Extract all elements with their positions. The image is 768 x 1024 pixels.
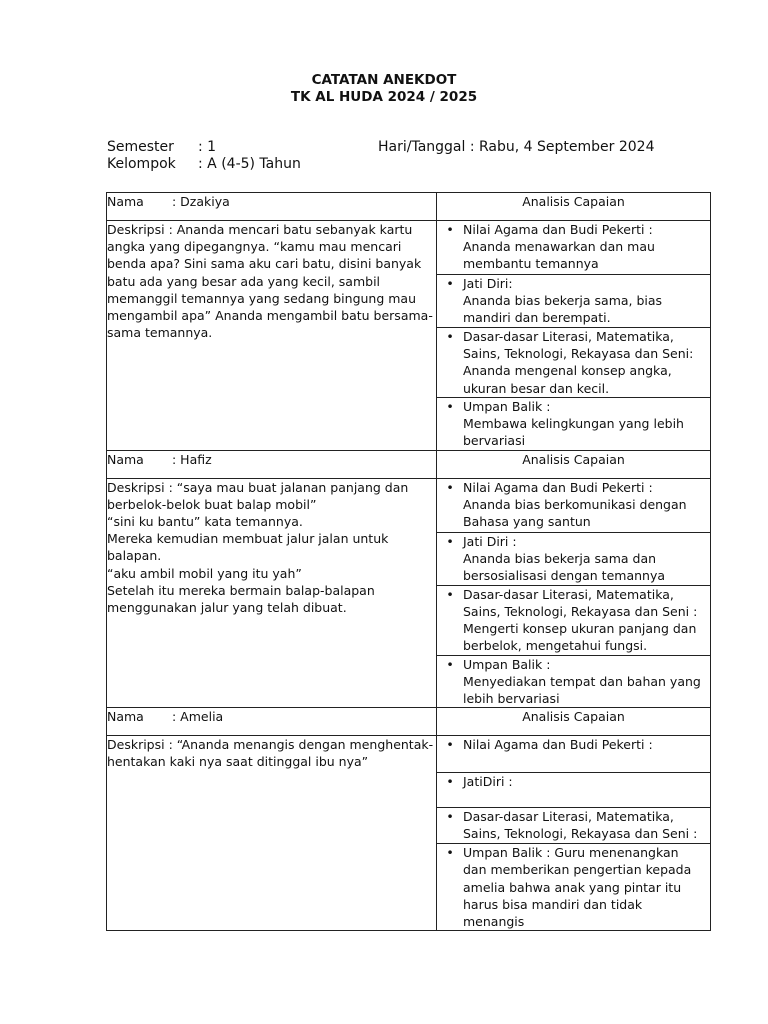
bullet-icon: • [446, 399, 454, 414]
item-label: Nilai Agama dan Budi Pekerti : [463, 479, 653, 495]
record-1-item-2 [437, 274, 710, 327]
record-1-item-4 [437, 397, 710, 450]
record-2-name-cell [107, 450, 437, 478]
record-3-name-cell [107, 708, 437, 736]
item-text: Mengerti konsep ukuran panjang dan berbelok, mengetahui fungsi. [463, 621, 697, 654]
record-3-analisis-header: Analisis Capaian [437, 708, 711, 736]
bullet-icon: • [446, 222, 454, 237]
title-line-1: CATATAN ANEKDOT [311, 72, 457, 88]
record-2-item-2 [437, 532, 710, 585]
item-label: Umpan Balik : [463, 656, 551, 672]
record-3-item-1 [437, 736, 710, 772]
kelompok-row [107, 156, 301, 173]
bullet-icon: • [446, 479, 454, 495]
deskripsi-line: “sini ku bantu” kata temannya. [107, 514, 303, 530]
record-2-item-3 [437, 585, 710, 655]
meta-left [107, 139, 301, 173]
record-1-analisis-list [437, 221, 711, 451]
item-text: Ananda menawarkan dan mau membantu temannya [463, 239, 655, 272]
bullet-icon: • [446, 656, 454, 672]
record-3-deskripsi: Deskripsi : “Ananda menangis dengan menghentak-hentakan kaki nya saat ditinggal ibu nya” [107, 736, 437, 931]
record-3-nama-label: Nama [107, 709, 144, 725]
record-2-nama-value: : Hafiz [172, 451, 212, 467]
item-label: Nilai Agama dan Budi Pekerti : [463, 737, 653, 753]
semester-value: : 1 [198, 139, 217, 155]
item-text: Membawa kelingkungan yang lebih bervariasi [463, 416, 684, 449]
deskripsi-line: Setelah itu mereka bermain balap-balapan menggunakan jalur yang telah dibuat. [107, 582, 375, 616]
document-title [0, 72, 768, 106]
item-text: Menyediakan tempat dan bahan yang lebih bervariasi [463, 673, 701, 707]
record-2-analisis-header: Analisis Capaian [437, 450, 711, 478]
record-2-item-1 [437, 479, 710, 532]
item-label: Dasar-dasar Literasi, Matematika, Sains, Teknologi, Rekayasa dan Seni: [463, 329, 694, 362]
tanggal: Hari/Tanggal : Rabu, 4 September 2024 [378, 139, 655, 155]
record-1-analisis-header: Analisis Capaian [437, 193, 711, 221]
record-3-body-row [107, 736, 711, 931]
record-2-nama-label: Nama [107, 451, 144, 467]
record-1-name-cell [107, 193, 437, 221]
kelompok-value: : A (4-5) Tahun [198, 156, 301, 172]
item-text: Ananda mengenal konsep angka, ukuran besar dan kecil. [463, 363, 672, 396]
kelompok-label: Kelompok [107, 156, 176, 172]
item-label: Dasar-dasar Literasi, Matematika, Sains, Teknologi, Rekayasa dan Seni : [463, 586, 698, 619]
item-label: Jati Diri : [463, 533, 517, 549]
item-text: Ananda bias berkomunikasi dengan Bahasa yang santun [463, 496, 687, 530]
record-1-name-row [107, 193, 711, 221]
record-1-deskripsi: Deskripsi : Ananda mencari batu sebanyak kartu angka yang dipegangnya. “kamu mau mencari benda apa? Sini sama aku cari batu, disini banyak batu ada yang besar ada yang kecil, sambil memanggil temannya yang sedang bingung mau mengambil apa” Ananda mengambil batu bersama-sama temannya. [107, 221, 437, 451]
semester-label: Semester [107, 139, 174, 155]
record-3-analisis-list [437, 736, 711, 931]
record-3-nama-value: : Amelia [172, 709, 224, 725]
record-1-nama-label: Nama [107, 194, 144, 209]
record-2-deskripsi [107, 478, 437, 708]
anecdote-table [106, 192, 711, 931]
bullet-icon: • [446, 329, 454, 344]
bullet-icon: • [446, 737, 454, 753]
record-1-body-row [107, 221, 711, 451]
deskripsi-line: “aku ambil mobil yang itu yah” [107, 565, 302, 581]
item-label: Dasar-dasar Literasi, Matematika, Sains, Teknologi, Rekayasa dan Seni : [463, 809, 698, 842]
record-1-nama-value: : Dzakiya [172, 194, 230, 209]
item-label: JatiDiri : [463, 774, 513, 790]
bullet-icon: • [446, 809, 454, 825]
record-2-name-row [107, 450, 711, 478]
bullet-icon: • [446, 533, 454, 549]
item-text: Ananda bias bekerja sama, bias mandiri dan berempati. [463, 293, 663, 326]
bullet-icon: • [446, 276, 454, 291]
record-3-item-3 [437, 807, 710, 843]
record-2-analisis-list [437, 478, 711, 708]
record-2-item-4 [437, 655, 710, 708]
record-3-item-2 [437, 772, 710, 807]
item-label: Umpan Balik : Guru menenangkan dan memberikan pengertian kepada amelia bahwa anak yang pintar itu harus bisa mandiri dan tidak menangis [463, 845, 692, 930]
record-2-body-row [107, 478, 711, 708]
deskripsi-line: Deskripsi : “saya mau buat jalanan panjang dan berbelok-belok buat balap mobil” [107, 479, 409, 512]
item-label: Umpan Balik : [463, 399, 551, 414]
record-1-item-1 [437, 221, 710, 274]
item-text: Ananda bias bekerja sama dan bersosialisasi dengan temannya [463, 550, 666, 584]
title-line-2: TK AL HUDA 2024 / 2025 [290, 89, 478, 105]
item-label: Nilai Agama dan Budi Pekerti : [463, 222, 653, 237]
record-1-item-3 [437, 327, 710, 397]
record-3-item-4 [437, 843, 710, 930]
record-3-name-row [107, 708, 711, 736]
semester-row [107, 139, 301, 156]
bullet-icon: • [446, 774, 454, 790]
item-label: Jati Diri: [463, 276, 513, 291]
bullet-icon: • [446, 586, 454, 602]
bullet-icon: • [446, 845, 454, 861]
deskripsi-line: Mereka kemudian membuat jalur jalan untuk balapan. [107, 531, 389, 564]
